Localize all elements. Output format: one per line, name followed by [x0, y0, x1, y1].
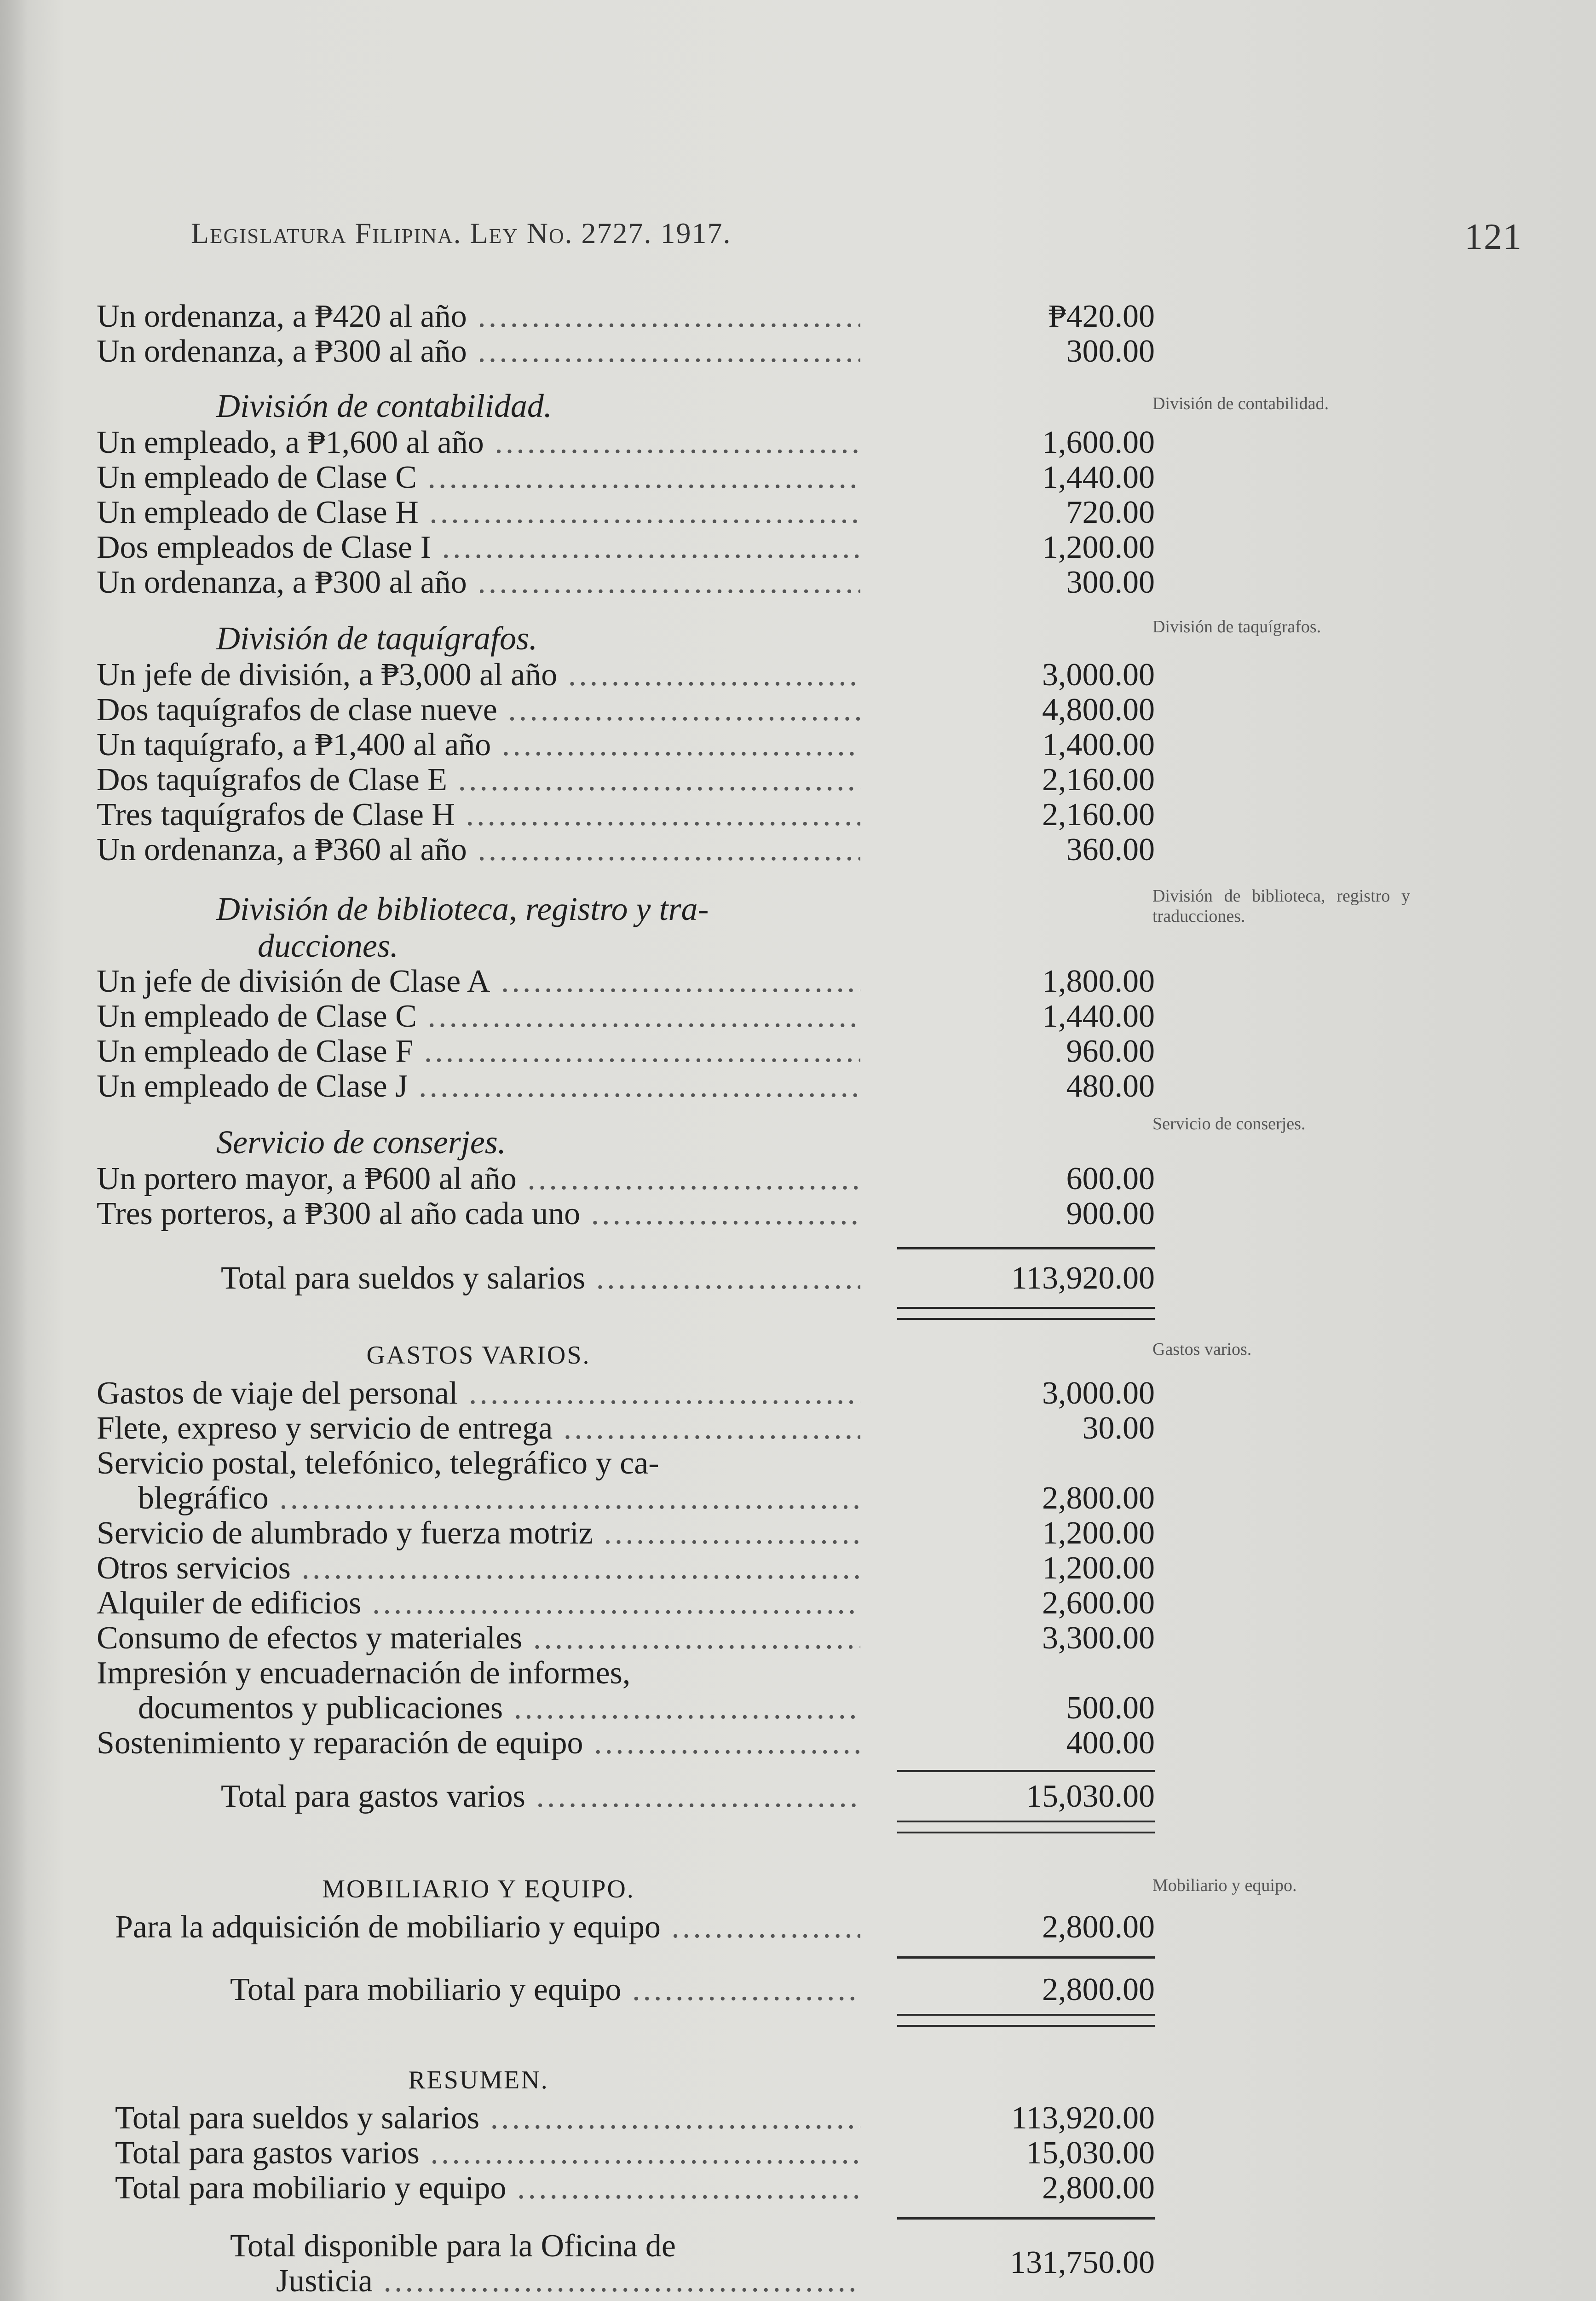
budget-line: Sostenimiento y reparación de equipo ..... 400.00 [97, 1726, 1155, 1761]
section-heading: División de biblioteca, registro y tra- ducciones. [216, 890, 709, 964]
mobiliario-section [97, 1868, 1155, 2030]
contabilidad-section [97, 387, 1155, 600]
double-rule [897, 1307, 1155, 1320]
budget-line: Un ordenanza, a ₱300 al año ..... 300.00 [97, 334, 1155, 369]
budget-line: Alquiler de edificios ..... 2,600.00 [97, 1586, 1155, 1621]
budget-line: Tres porteros, a ₱300 al año cada uno ..... 900.00 [97, 1197, 1155, 1231]
margin-note: División de taquígrafos. [1152, 617, 1321, 636]
budget-line: Dos empleados de Clase I ..... 1,200.00 [97, 530, 1155, 565]
budget-line: Flete, expreso y servicio de entrega ..... 30.00 [97, 1411, 1155, 1446]
budget-line: Total para gastos varios ..... 15,030.00 [97, 2136, 1155, 2171]
page-spine-shadow [0, 0, 28, 2301]
top-items-section [97, 299, 1155, 369]
budget-line: Un ordenanza, a ₱360 al año ..... 360.00 [97, 833, 1155, 867]
section-heading: MOBILIARIO Y EQUIPO. [322, 1875, 635, 1903]
budget-line: Un empleado de Clase H ..... 720.00 [97, 495, 1155, 530]
sum-rule [897, 1770, 1155, 1772]
total-line: Total para mobiliario y equipo ..... 2,800.00 [97, 1972, 1155, 2007]
double-rule [897, 2014, 1155, 2027]
budget-line: Total para mobiliario y equipo ..... 2,800.00 [97, 2171, 1155, 2206]
margin-note: Gastos varios. [1152, 1340, 1252, 1359]
grand-total-line: Justicia ..... 131,750.00 [97, 2264, 1155, 2299]
margin-note: Servicio de conserjes. [1152, 1114, 1306, 1133]
running-header: Legislatura Filipina. Ley No. 2727. 1917. [191, 217, 732, 249]
sum-rule [897, 1247, 1155, 1249]
budget-line: Un jefe de división, a ₱3,000 al año ..... 3,000.00 [97, 658, 1155, 693]
budget-line: Consumo de efectos y materiales ..... 3,300.00 [97, 1621, 1155, 1656]
margin-note: División de biblioteca, registro y traducciones. [1152, 886, 1410, 926]
section-heading: RESUMEN. [408, 2066, 549, 2094]
sum-rule [897, 1956, 1155, 1959]
budget-line: Un portero mayor, a ₱600 al año ..... 600.00 [97, 1162, 1155, 1197]
budget-line: Un taquígrafo, a ₱1,400 al año ..... 1,400.00 [97, 728, 1155, 763]
margin-note: División de contabilidad. [1152, 394, 1329, 413]
budget-line: Un ordenanza, a ₱300 al año ..... 300.00 [97, 565, 1155, 600]
budget-line: Dos taquígrafos de Clase E ..... 2,160.00 [97, 763, 1155, 798]
budget-line: Gastos de viaje del personal ..... 3,000.00 [97, 1376, 1155, 1411]
conserjes-section [97, 1123, 1155, 1231]
budget-line: Servicio postal, telefónico, telegráfico y ca- [97, 1446, 659, 1481]
budget-line: Un empleado de Clase C ..... 1,440.00 [97, 999, 1155, 1034]
gastos-section [97, 1335, 1155, 1837]
biblioteca-section [97, 890, 1155, 1104]
sum-rule [897, 2217, 1155, 2220]
budget-line: Tres taquígrafos de Clase H ..... 2,160.00 [97, 798, 1155, 833]
total-line: Total para sueldos y salarios ..... 113,920.00 [97, 1261, 1155, 1296]
budget-line: Un empleado de Clase F ..... 960.00 [97, 1034, 1155, 1069]
budget-line: Total para sueldos y salarios ..... 113,920.00 [97, 2101, 1155, 2136]
double-rule [897, 1821, 1155, 1833]
section-heading: División de taquígrafos. [216, 620, 537, 657]
total-line: Total para gastos varios ..... 15,030.00 [97, 1779, 1155, 1814]
section-heading: División de contabilidad. [216, 387, 552, 424]
budget-line: Un empleado de Clase J ..... 480.00 [97, 1069, 1155, 1104]
budget-line: Un jefe de división de Clase A ..... 1,800.00 [97, 964, 1155, 999]
resumen-section [97, 2059, 1155, 2299]
budget-line: Un empleado, a ₱1,600 al año ..... 1,600.00 [97, 425, 1155, 460]
budget-line: documentos y publicaciones ..... 500.00 [97, 1691, 1155, 1726]
budget-line: Impresión y encuadernación de informes, [97, 1656, 631, 1691]
budget-line: Para la adquisición de mobiliario y equipo ..... 2,800.00 [97, 1910, 1155, 1945]
grand-total-line: Total disponible para la Oficina de [230, 2229, 676, 2264]
section-heading: Servicio de conserjes. [216, 1124, 506, 1161]
budget-line: Otros servicios ..... 1,200.00 [97, 1551, 1155, 1586]
page-number: 121 [1464, 217, 1522, 257]
total-sueldos-block [97, 1243, 1155, 1325]
budget-line: Un empleado de Clase C ..... 1,440.00 [97, 460, 1155, 495]
margin-note: Mobiliario y equipo. [1152, 1876, 1297, 1895]
budget-line: blegráfico ..... 2,800.00 [97, 1481, 1155, 1516]
taquigrafos-section [97, 619, 1155, 867]
budget-line: Un ordenanza, a ₱420 al año ..... ₱420.00 [97, 299, 1155, 334]
budget-line: Dos taquígrafos de clase nueve ..... 4,800.00 [97, 693, 1155, 728]
budget-line: Servicio de alumbrado y fuerza motriz ..... 1,200.00 [97, 1516, 1155, 1551]
section-heading: GASTOS VARIOS. [366, 1341, 591, 1370]
